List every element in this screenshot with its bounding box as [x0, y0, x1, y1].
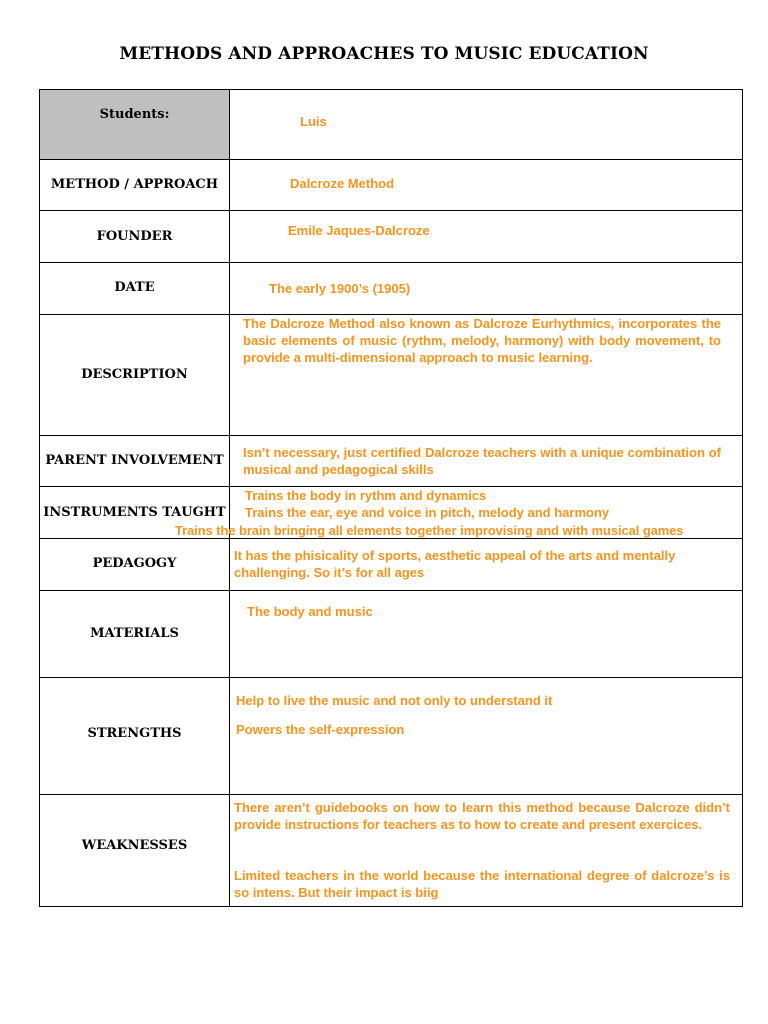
instruments-line: Trains the ear, eye and voice in pitch, melody and harmony	[245, 505, 610, 520]
founder-label: FOUNDER	[96, 229, 173, 244]
description-label: DESCRIPTION	[81, 367, 188, 382]
table-border-left	[39, 89, 40, 907]
strength-item: Help to live the music and not only to understand it	[236, 693, 553, 708]
weaknesses-label: WEAKNESSES	[81, 838, 188, 853]
pedagogy-label: PEDAGOGY	[92, 556, 177, 571]
row-divider	[39, 210, 743, 211]
students-label: Students:	[99, 107, 170, 122]
instruments-line: Trains the brain bringing all elements together improvising and with musical games	[175, 523, 684, 538]
row-divider	[39, 794, 743, 795]
method-value: Dalcroze Method	[290, 176, 395, 191]
parent-involvement-value: Isn’t necessary, just certified Dalcroze teachers with a unique combination of musical and pedagogical skills	[243, 445, 721, 477]
strengths-label: STRENGTHS	[87, 726, 182, 741]
date-value: The early 1900’s (1905)	[269, 281, 411, 296]
pedagogy-line: challenging. So it’s for all ages	[234, 565, 425, 580]
instruments-taught-label: INSTRUMENTS TAUGHT	[43, 505, 226, 520]
materials-label: MATERIALS	[90, 626, 179, 641]
row-divider	[39, 262, 743, 263]
method-label: METHOD / APPROACH	[50, 177, 219, 192]
description-value: The Dalcroze Method also known as Dalcroze Eurhythmics, incorporates the basic elements of music (rythm, melody, harmony) with body movement, to provide a multi-dimensional approach to music learning.	[243, 316, 721, 365]
pedagogy-line: It has the phisicality of sports, aesthetic appeal of the arts and mentally	[234, 548, 676, 563]
weakness-item: Limited teachers in the world because the international degree of dalcroze’s is so intens. But their impact is biig	[234, 868, 730, 900]
row-divider	[39, 159, 743, 160]
parent-involvement-label: PARENT INVOLVEMENT	[45, 453, 224, 468]
students-label-shade	[40, 90, 229, 159]
founder-value: Emile Jaques-Dalcroze	[288, 223, 430, 238]
row-divider	[39, 590, 743, 591]
student-name-value: Luis	[300, 114, 327, 129]
table-border-bottom	[39, 906, 743, 907]
materials-value: The body and music	[247, 604, 373, 619]
date-label: DATE	[114, 280, 155, 295]
row-divider	[39, 677, 743, 678]
page-title: METHODS AND APPROACHES TO MUSIC EDUCATION	[119, 44, 649, 64]
instruments-line: Trains the body in rythm and dynamics	[245, 488, 487, 503]
weakness-item: There aren’t guidebooks on how to learn this method because Dalcroze didn’t provide instructions for teachers as to how to create and present exercices.	[234, 800, 730, 832]
row-divider	[39, 435, 743, 436]
table-border-top	[39, 89, 743, 90]
column-divider	[229, 89, 230, 907]
table-border-right	[742, 89, 743, 907]
strength-item: Powers the self-expression	[236, 722, 405, 737]
